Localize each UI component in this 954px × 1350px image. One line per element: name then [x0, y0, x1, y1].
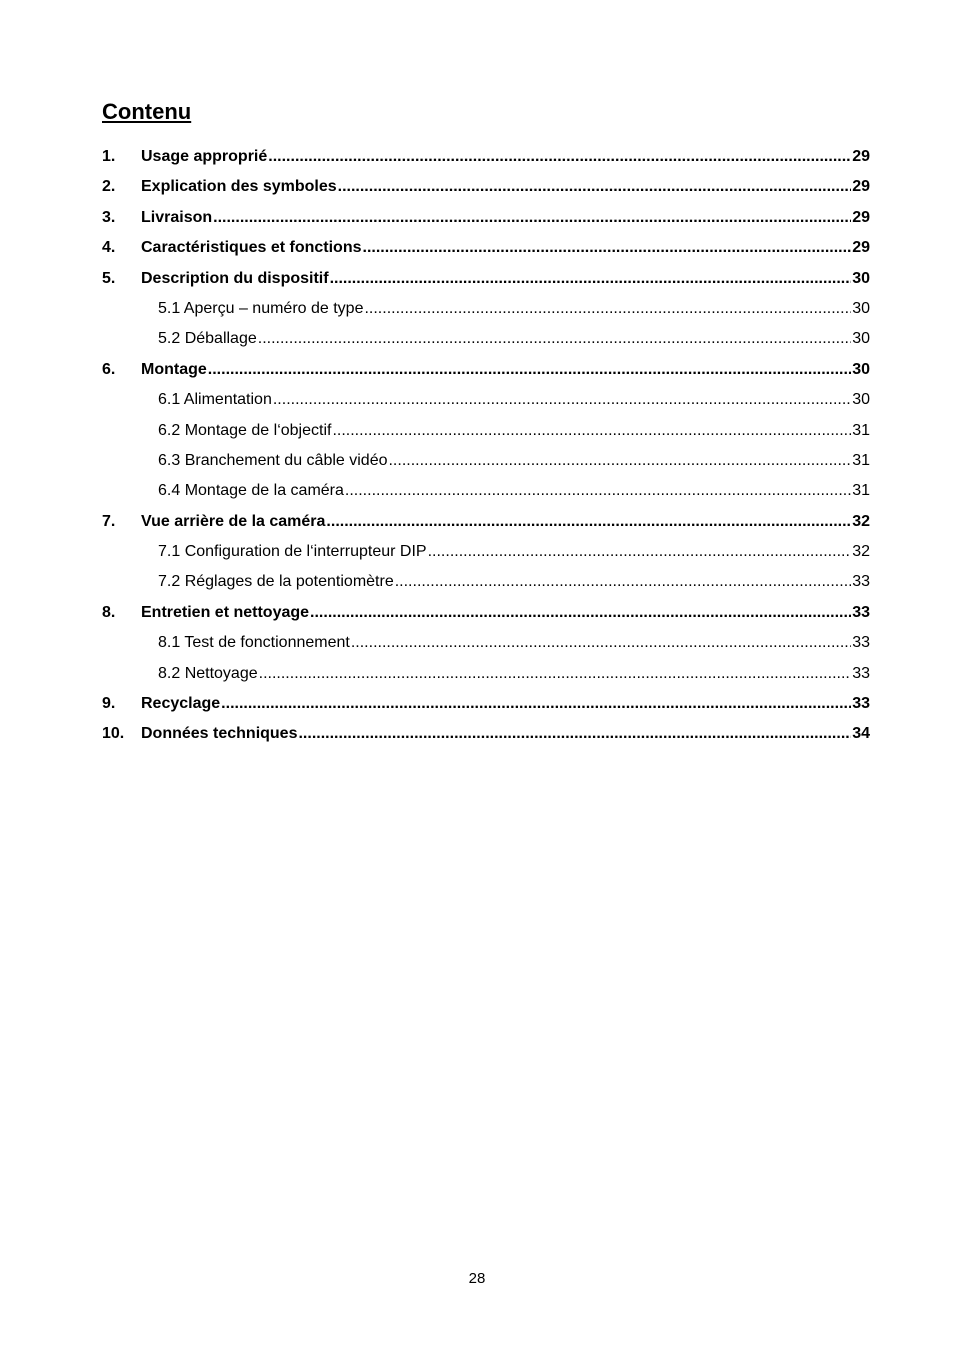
toc-entry-page: 31	[852, 482, 870, 500]
toc-dot-leader	[363, 233, 852, 263]
toc-entry-label: 8.1 Test de fonctionnement	[158, 634, 350, 652]
toc-entry-label: 5.2 Déballage	[158, 330, 257, 348]
toc-entry[interactable]	[102, 689, 870, 719]
toc-entry-page: 29	[852, 239, 870, 257]
toc-entry[interactable]	[102, 507, 870, 537]
toc-entry-page: 33	[852, 664, 870, 682]
toc-entry-label: Montage	[141, 360, 207, 378]
toc-dot-leader	[364, 294, 851, 324]
toc-entry-number: 1.	[102, 148, 116, 165]
toc-dot-leader	[395, 567, 851, 597]
toc-dot-leader	[332, 416, 851, 446]
toc-entry-page: 33	[852, 603, 870, 621]
toc-entry[interactable]	[102, 203, 870, 233]
toc-dot-leader	[258, 324, 851, 354]
toc-entry-page: 29	[852, 208, 870, 226]
toc-entry[interactable]	[102, 324, 870, 354]
toc-entry-label: 6.4 Montage de la caméra	[158, 482, 344, 500]
toc-entry[interactable]	[102, 172, 870, 202]
toc-dot-leader	[310, 598, 851, 628]
toc-entry-number: 9.	[102, 695, 116, 713]
toc-entry-number: 5.	[102, 269, 116, 287]
toc-entry[interactable]	[102, 719, 870, 749]
toc-dot-leader	[351, 628, 851, 658]
toc-entry-label: 6.2 Montage de l‘objectif	[158, 421, 332, 439]
toc-entry-label: Description du dispositif	[141, 269, 329, 287]
toc-dot-leader	[213, 203, 851, 233]
toc-entry-label: 7.2 Réglages de la potentiomètre	[158, 573, 394, 591]
toc-entry-page: 32	[852, 543, 870, 561]
toc-entry-label: Entretien et nettoyage	[141, 603, 310, 621]
toc-entry-page: 33	[852, 573, 870, 591]
toc-entry-page: 33	[852, 695, 870, 713]
toc-entry-label: Recyclage	[141, 695, 221, 713]
toc-entry-page: 34	[852, 725, 870, 743]
toc-dot-leader	[338, 172, 852, 202]
toc-entry-number: 6.	[102, 360, 116, 378]
toc-entry[interactable]	[102, 355, 870, 385]
toc-dot-leader	[221, 689, 851, 719]
toc-entry[interactable]	[102, 233, 870, 263]
toc-entry[interactable]	[102, 416, 870, 446]
toc-entry-label: Vue arrière de la caméra	[141, 512, 326, 530]
toc-dot-leader	[330, 264, 852, 294]
toc-entry-number: 3.	[102, 208, 116, 226]
toc-entry-page: 30	[852, 330, 870, 348]
page-title: Contenu	[102, 99, 192, 124]
toc-entry-page: 30	[852, 391, 870, 409]
toc-entry-page: 29	[852, 178, 870, 196]
toc-dot-leader	[388, 446, 851, 476]
toc-entry[interactable]	[102, 142, 870, 172]
toc-entry[interactable]	[102, 628, 870, 658]
toc-entry[interactable]	[102, 294, 870, 324]
toc-entry[interactable]	[102, 446, 870, 476]
toc-entry-number: 7.	[102, 512, 116, 530]
toc-entry[interactable]	[102, 567, 870, 597]
toc-dot-leader	[273, 385, 851, 415]
toc-entry[interactable]	[102, 659, 870, 689]
page-number: 28	[468, 1270, 486, 1287]
toc-dot-leader	[326, 507, 851, 537]
toc-entry-label: 5.1 Aperçu – numéro de type	[158, 299, 364, 317]
toc-entry-page: 32	[852, 512, 870, 530]
toc-entry-number: 4.	[102, 239, 116, 257]
toc-entry-page: 30	[852, 360, 870, 378]
toc-entry-label: Caractéristiques et fonctions	[141, 239, 362, 257]
toc-dot-leader	[428, 537, 852, 567]
toc-entry[interactable]	[102, 537, 870, 567]
toc-entry-label: 6.1 Alimentation	[158, 391, 272, 409]
toc-entry-label: Explication des symboles	[141, 178, 337, 196]
toc-entry[interactable]	[102, 598, 870, 628]
toc-entry-page: 30	[852, 269, 870, 287]
toc-entry-label: 7.1 Configuration de l‘interrupteur DIP	[158, 543, 427, 561]
toc-entry-page: 31	[852, 421, 870, 439]
toc-entry-label: Usage approprié	[141, 148, 268, 165]
toc-entry-number: 2.	[102, 178, 116, 196]
toc-dot-leader	[345, 476, 851, 506]
toc-entry-label: Données techniques	[141, 725, 298, 743]
table-of-contents	[102, 142, 870, 750]
toc-entry[interactable]	[102, 385, 870, 415]
toc-dot-leader	[268, 142, 851, 172]
toc-entry[interactable]	[102, 476, 870, 506]
toc-entry-page: 29	[852, 148, 870, 165]
toc-entry-label: 6.3 Branchement du câble vidéo	[158, 451, 388, 469]
toc-dot-leader	[259, 659, 852, 689]
toc-entry-page: 30	[852, 299, 870, 317]
toc-entry-number: 10.	[102, 725, 125, 743]
toc-entry-number: 8.	[102, 603, 116, 621]
toc-entry-page: 33	[852, 634, 870, 652]
toc-entry-label: Livraison	[141, 208, 213, 226]
toc-entry-page: 31	[852, 451, 870, 469]
toc-dot-leader	[298, 719, 851, 749]
toc-dot-leader	[208, 355, 851, 385]
toc-entry[interactable]	[102, 264, 870, 294]
toc-entry-label: 8.2 Nettoyage	[158, 664, 258, 682]
